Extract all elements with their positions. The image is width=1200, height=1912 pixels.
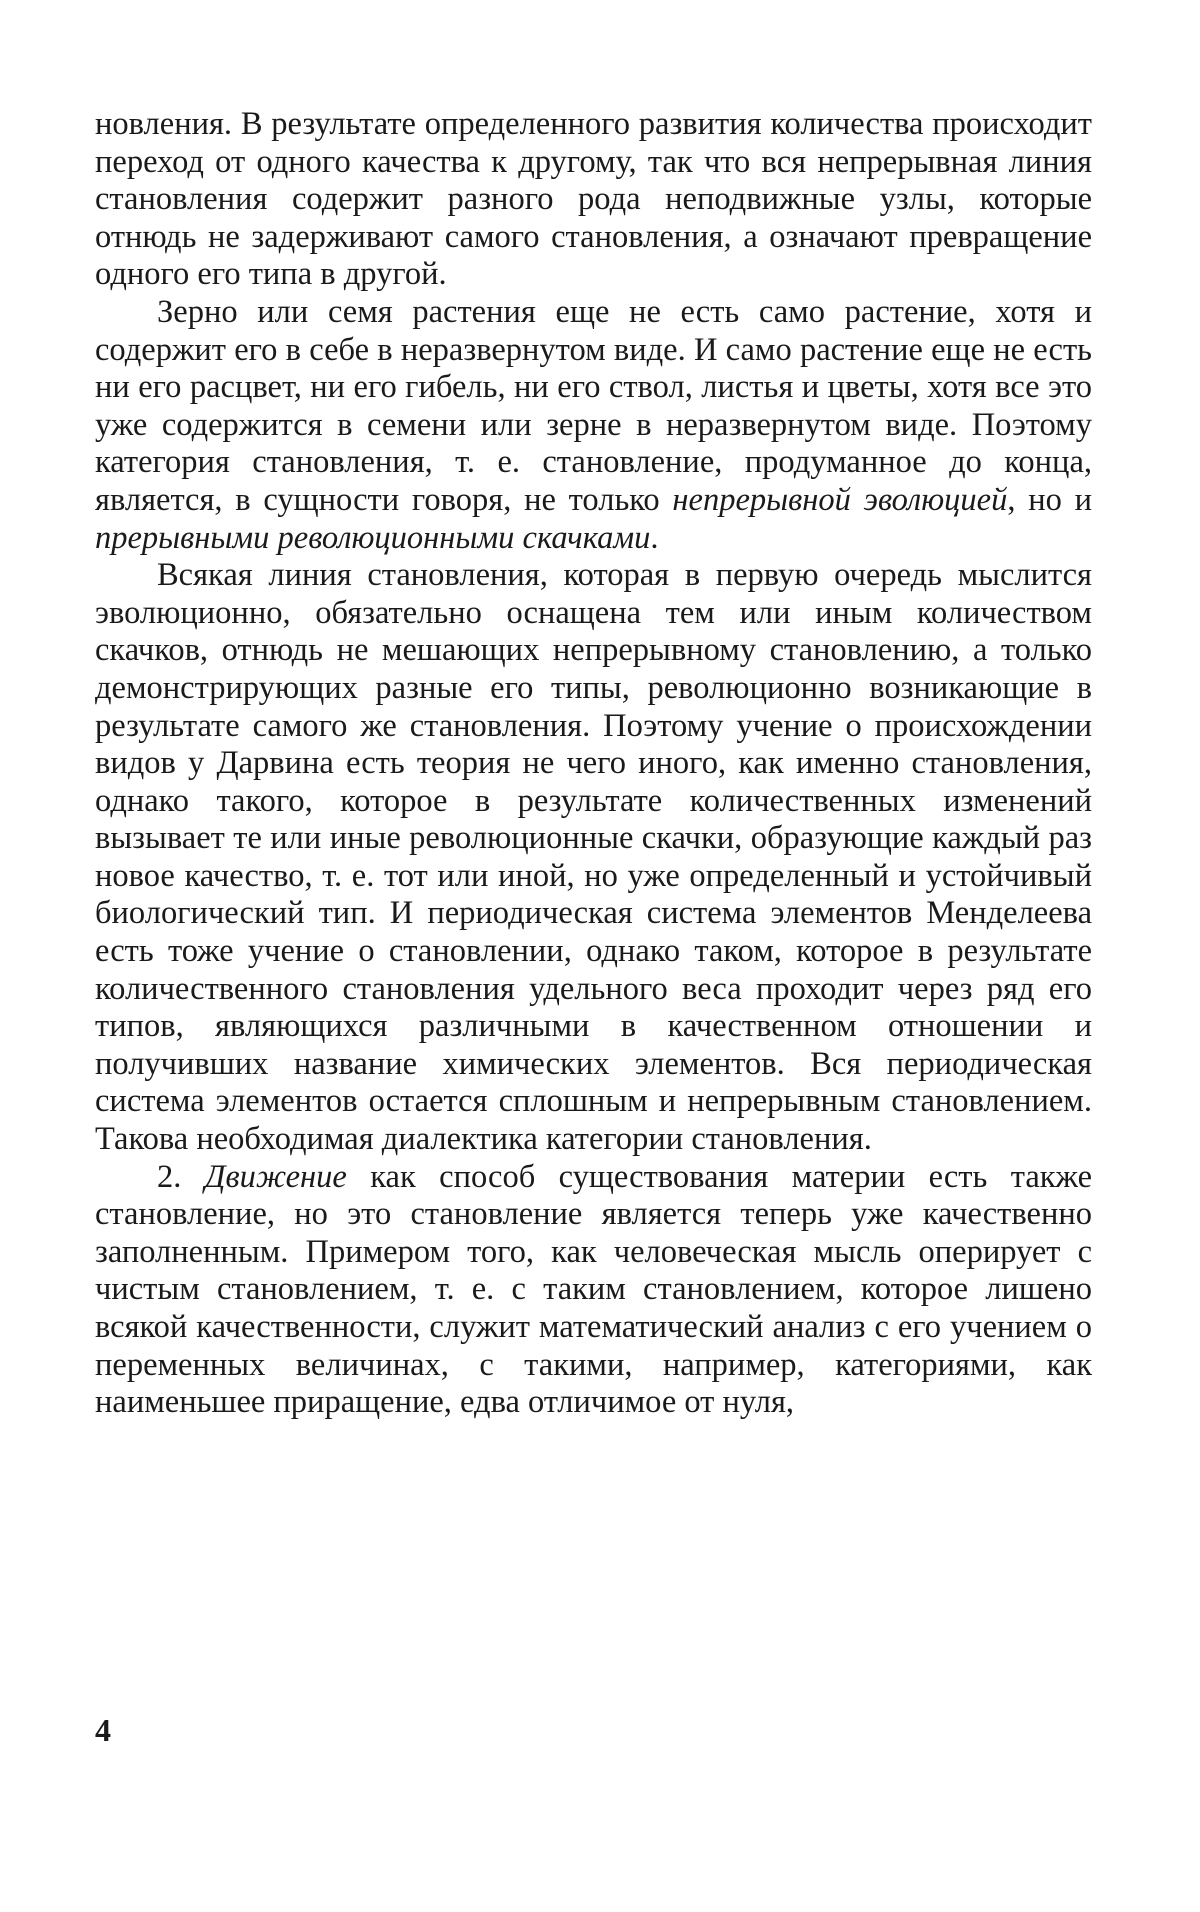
page-body (95, 106, 1092, 1422)
paragraph-2-text-a: Зерно или семя растения еще не есть само растение, хотя и содержит его в себе в неразвернутом виде. И само растение еще не есть ни его расцвет, ни его гибель, ни его ствол, листья и цветы, хотя все это уже содержится в семени или зерне в неразвернутом виде. Поэтому категория становления, т. е. становление, продуманное до конца, является, в сущности говоря, не только (95, 293, 1092, 518)
paragraph-2-text-c: . (650, 519, 659, 556)
paragraph-3-text: Всякая линия становления, которая в первую очередь мыслится эволюционно, обязательно оснащена тем или иным количеством скачков, отнюдь не мешающих непрерывному становлению, а только демонстрирующих разные его типы, революционно возникающие в результате самого же становления. Поэтому учение о происхождении видов у Дарвина есть теория не чего иного, как именно становления, однако такого, которое в результате количественных изменений вызывает те или иные революционные скачки, образующие каждый раз новое качество, т. е. тот или иной, но уже определенный и устойчивый биологический тип. И периодическая система элементов Менделеева есть тоже учение о становлении, однако таком, которое в результате количественного становления удельного веса проходит через ряд его типов, являющихся различными в качественном отношении и получивших название химических элементов. Вся периодическая система элементов остается сплошным и непрерывным становлением. Такова необходимая диалектика категории становления. (95, 557, 1092, 1158)
paragraph-2-emphasis-a: непрерывной эволюцией (672, 481, 1008, 518)
page-number: 4 (95, 1712, 111, 1748)
paragraph-1-text: новления. В результате определенного развития количества происходит переход от одного качества к другому, так что вся непрерывная линия становления содержит разного рода неподвижные узлы, которые отнюдь не задерживают самого становления, а означают превращение одного его типа в другой. (95, 106, 1092, 293)
paragraph-2-emphasis-b: прерывными революционными скачками (95, 519, 651, 556)
paragraph-4-text: как способ существования материи есть также становление, но это становление является теперь уже качественно заполненным. Примером того, как человеческая мысль оперирует с чистым становлением, т. е. с таким становлением, которое лишено всякой качественности, служит математический анализ с его учением о переменных величинах, с такими, например, категориями, как наименьшее приращение, едва отличимое от нуля, (95, 1158, 1092, 1421)
paragraph-4-emphasis: Движение (204, 1158, 347, 1195)
paragraph-2 (95, 294, 1092, 557)
paragraph-2-text-b: , но и (1007, 481, 1092, 518)
paragraph-1 (95, 106, 1092, 294)
paragraph-4-number: 2. (157, 1158, 205, 1195)
paragraph-3 (95, 557, 1092, 1159)
paragraph-4 (95, 1159, 1092, 1422)
